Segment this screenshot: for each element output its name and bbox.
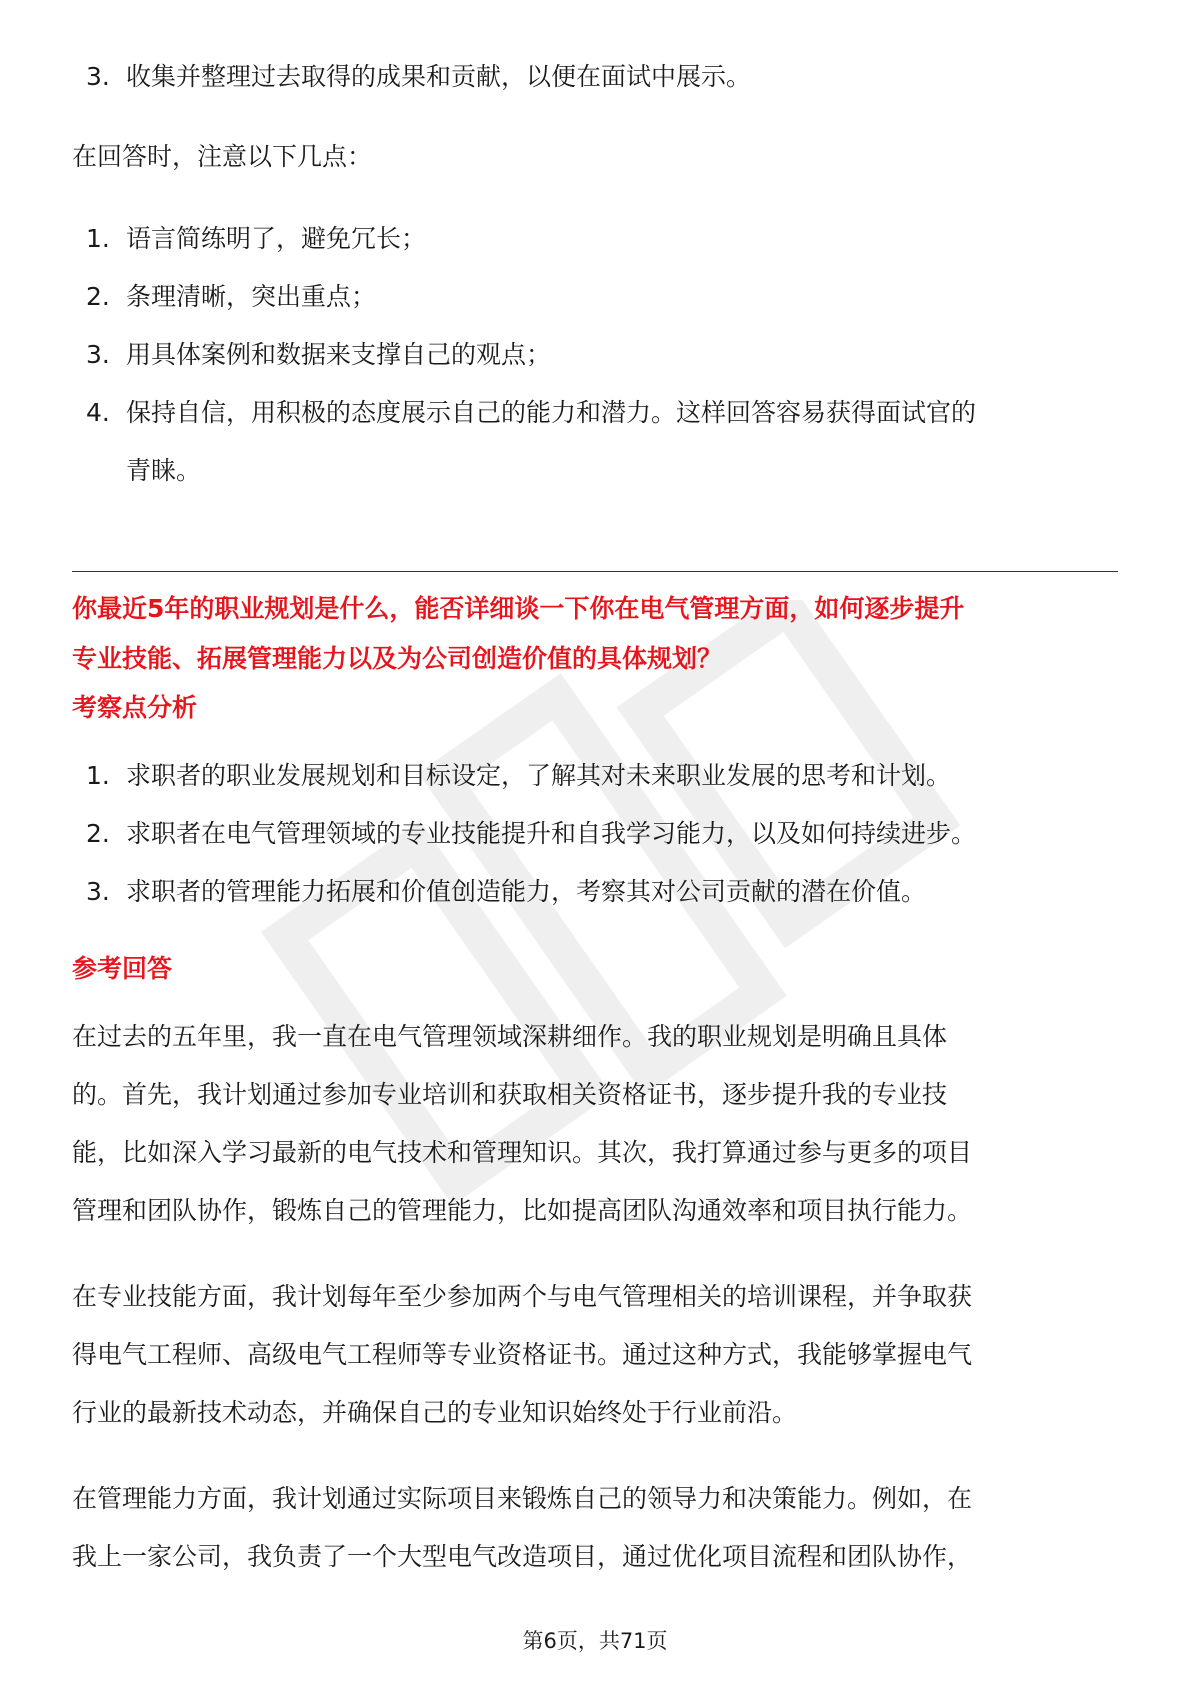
list-number: 2. [86,282,110,311]
list-item [72,326,1118,384]
answer-line: 行业的最新技术动态，并确保自己的专业知识始终处于行业前沿。 [72,1398,798,1427]
list-text: 求职者的职业发展规划和目标设定，了解其对未来职业发展的思考和计划。 [126,761,952,790]
page-footer: 第6页，共71页 [522,1629,668,1653]
list-text: 收集并整理过去取得的成果和贡献，以便在面试中展示。 [126,62,752,91]
list-text: 语言简练明了，避免冗长； [126,224,427,253]
list-number: 4. [86,398,110,427]
list-number: 2. [86,819,110,848]
answer-line: 在专业技能方面，我计划每年至少参加两个与电气管理相关的培训课程，并争取获 [72,1282,973,1311]
list-item [72,747,1118,805]
list-item [72,210,1118,268]
list-text: 用具体案例和数据来支撑自己的观点； [126,340,552,369]
question-line: 专业技能、拓展管理能力以及为公司创造价值的具体规划？ [72,644,723,673]
analysis-list [72,747,1118,921]
list-text: 求职者的管理能力拓展和价值创造能力，考察其对公司贡献的潜在价值。 [126,877,927,906]
answer-paragraph [72,1008,1118,1240]
answer-line: 的。首先，我计划通过参加专业培训和获取相关资格证书，逐步提升我的专业技 [72,1080,948,1109]
list-number: 1. [86,224,110,253]
answer-paragraph [72,1268,1118,1442]
list-text: 条理清晰，突出重点； [126,282,377,311]
list-text: 青睐。 [126,456,202,485]
answer-line: 我上一家公司，我负责了一个大型电气改造项目，通过优化项目流程和团队协作， [72,1542,973,1571]
answer-heading: 参考回答 [72,954,173,983]
answer-line: 得电气工程师、高级电气工程师等专业资格证书。通过这种方式，我能够掌握电气 [72,1340,973,1369]
list-item [72,805,1118,863]
intro-tips: 在回答时，注意以下几点： [72,142,373,171]
list-number: 1. [86,761,110,790]
answer-line: 管理和团队协作，锻炼自己的管理能力，比如提高团队沟通效率和项目执行能力。 [72,1196,973,1225]
list-number: 3. [86,340,110,369]
question-block [72,590,1118,678]
tips-list [72,210,1118,500]
list-text: 保持自信，用积极的态度展示自己的能力和潜力。这样回答容易获得面试官的 [126,398,977,427]
answer-line: 在过去的五年里，我一直在电气管理领域深耕细作。我的职业规划是明确且具体 [72,1022,948,1051]
answer-paragraph [72,1470,1118,1586]
list-item [72,863,1118,921]
list-item [72,384,1118,500]
answer-line: 在管理能力方面，我计划通过实际项目来锻炼自己的领导力和决策能力。例如，在 [72,1484,973,1513]
section-divider [72,571,1118,572]
list-number: 3. [86,62,110,91]
list-item [72,268,1118,326]
list-item [72,48,1118,106]
analysis-heading: 考察点分析 [72,693,198,722]
question-line: 你最近5年的职业规划是什么，能否详细谈一下你在电气管理方面，如何逐步提升 [72,594,965,623]
top-list [72,48,1118,106]
answer-line: 能，比如深入学习最新的电气技术和管理知识。其次，我打算通过参与更多的项目 [72,1138,973,1167]
list-text: 求职者在电气管理领域的专业技能提升和自我学习能力，以及如何持续进步。 [126,819,977,848]
list-number: 3. [86,877,110,906]
